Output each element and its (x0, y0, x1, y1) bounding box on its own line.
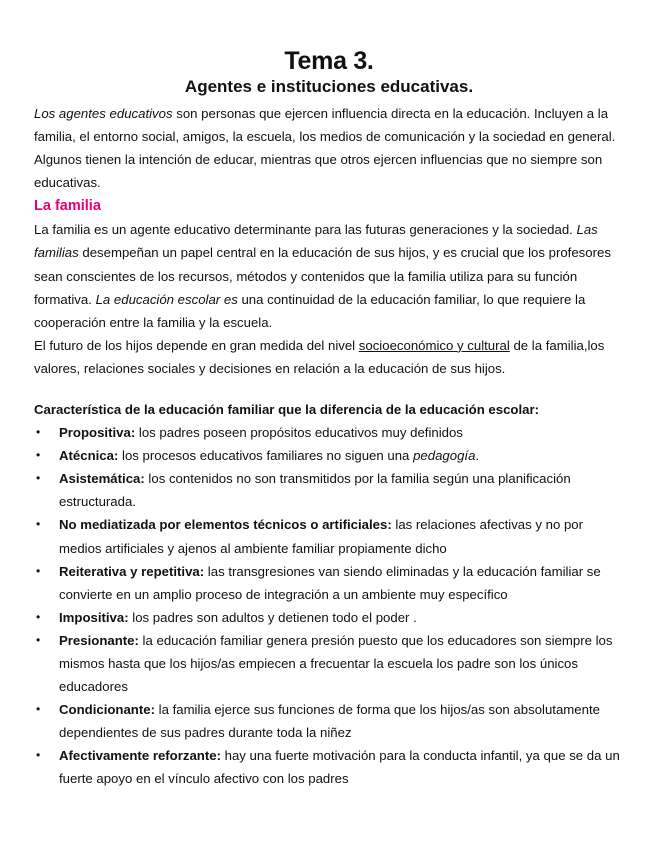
list-item (34, 444, 624, 467)
familia-p1-text-1: La familia es un agente educativo determinante para las futuras generaciones y la sociedad. (34, 222, 577, 238)
item-term: Presionante: (59, 632, 139, 648)
familia-paragraph-1 (34, 218, 624, 333)
bullet-icon: • (36, 748, 41, 763)
bullet-icon: • (36, 425, 41, 440)
intro-emphasis: Los agentes educativos (34, 106, 173, 121)
item-text: los procesos educativos familiares no siguen una (118, 448, 414, 464)
item-text: los padres son adultos y detienen todo el poder . (128, 609, 417, 625)
item-term: Impositiva: (59, 609, 129, 625)
intro-text: son personas que ejercen influencia directa en la educación. Incluyen a la familia, el entorno social, amigos, la escuela, los medios de comunicación y la sociedad en general. Algunos tienen la intención de educar, mientras que otros ejercen influencias que no siempre son educativas. (34, 106, 616, 191)
item-term: Asistemática: (59, 471, 145, 487)
bullet-icon: • (36, 517, 41, 532)
item-text: la familia ejerce sus funciones de forma que los hijos/as son absolutamente dependientes de sus padres durante toda la niñez (59, 702, 600, 741)
item-text: las transgresiones van siendo eliminadas y la educación familiar se convierte en un amplio proceso de integración a un ambiente muy específico (59, 563, 601, 602)
item-term: Propositiva: (59, 425, 136, 441)
item-text: hay una fuerte motivación para la conducta infantil, ya que se da un fuerte apoyo en el vínculo afectivo con los padres (59, 748, 620, 787)
list-item (34, 421, 624, 444)
bullet-icon: • (36, 563, 41, 578)
characteristics-list (34, 421, 624, 791)
item-text: los padres poseen propósitos educativos muy definidos (135, 425, 463, 441)
document-page (34, 46, 624, 791)
familia-p2-text-3: de la familia,los valores, relaciones sociales y decisiones en relación a la educación de sus hijos. (34, 337, 605, 376)
item-term: Condicionante: (59, 702, 155, 718)
familia-p2-underlined-1: socioeconómico (358, 337, 454, 353)
list-item (34, 744, 624, 790)
familia-p1-emphasis-2: La educación escolar es (95, 291, 238, 307)
item-text: la educación familiar genera presión puesto que los educadores son siempre los mismos hasta que los hijos/as empiecen a frecuentar la escuela los padre son los únicos educadores (59, 632, 613, 695)
item-term: Reiterativa y repetitiva: (59, 563, 205, 579)
page-subtitle: Agentes e instituciones educativas. (184, 77, 474, 96)
familia-paragraph-2 (34, 334, 624, 380)
list-item (34, 560, 624, 606)
list-item (34, 698, 624, 744)
item-term: Atécnica: (59, 448, 119, 464)
list-item (34, 467, 624, 513)
familia-p1-text-3: una continuidad de la educación familiar, lo que requiere la cooperación entre la familia y la escuela. (34, 291, 586, 330)
list-item (34, 606, 624, 629)
page-title: Tema 3. (284, 47, 374, 75)
bullet-icon: • (36, 702, 41, 717)
item-emphasis: pedagogía (413, 448, 476, 464)
item-term: No mediatizada por elementos técnicos o artificiales: (59, 517, 392, 533)
familia-p1-text-2: desempeñan un papel central en la educación de sus hijos, y es crucial que los profesores sean conscientes de los recursos, métodos y contenidos que la familia utiliza para su función formativa. (34, 245, 611, 307)
section-heading-familia: La familia (34, 198, 101, 215)
item-after: . (475, 448, 480, 464)
section-spacer (34, 380, 624, 398)
item-text: los contenidos no son transmitidos por la familia según una planificación estructurada. (59, 471, 571, 510)
familia-p1-emphasis-1: Las familias (34, 222, 598, 261)
intro-paragraph (34, 102, 624, 194)
bullet-icon: • (36, 448, 41, 463)
list-item (34, 629, 624, 698)
familia-p2-text-1: El futuro de los hijos depende en gran medida del nivel (34, 337, 359, 353)
list-item (34, 513, 624, 559)
bullet-icon: • (36, 632, 41, 647)
bullet-icon: • (36, 609, 41, 624)
familia-p2-underlined-2: y cultural (457, 337, 510, 353)
characteristics-heading: Característica de la educación familiar que la diferencia de la educación escolar: (34, 402, 539, 418)
item-term: Afectivamente reforzante: (59, 748, 221, 764)
bullet-icon: • (36, 471, 41, 486)
item-text: las relaciones afectivas y no por medios artificiales y ajenos al ambiente familiar propiamente dicho (59, 517, 584, 556)
